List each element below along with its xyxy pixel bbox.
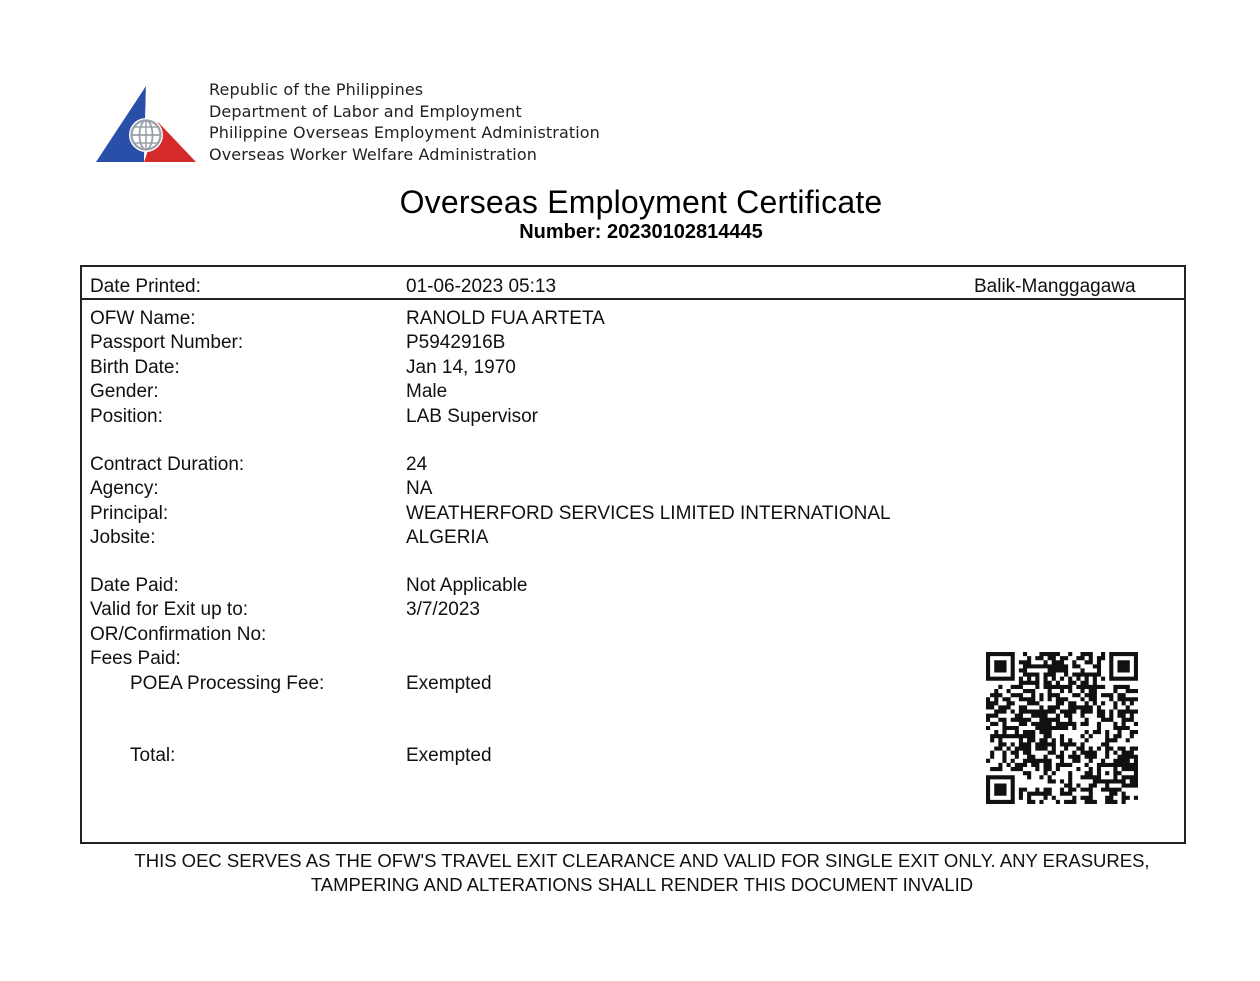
agency-line-poea: Philippine Overseas Employment Administration xyxy=(209,123,600,142)
passport-label: Passport Number: xyxy=(90,332,244,353)
dole-logo-icon xyxy=(96,84,198,166)
agency-header xyxy=(209,79,600,165)
total-label: Total: xyxy=(130,745,176,766)
principal-label: Principal: xyxy=(90,503,169,524)
date-printed-label: Date Printed: xyxy=(90,276,201,297)
valid-exit-label: Valid for Exit up to: xyxy=(90,599,249,620)
certificate-number: Number: 20230102814445 xyxy=(519,221,763,243)
fees-paid-label: Fees Paid: xyxy=(90,648,181,669)
poea-fee-value: Exempted xyxy=(406,673,492,694)
ofw-name-label: OFW Name: xyxy=(90,308,196,329)
agency-label: Agency: xyxy=(90,478,159,499)
gender-label: Gender: xyxy=(90,381,159,402)
jobsite-label: Jobsite: xyxy=(90,527,156,548)
date-printed-value: 01-06-2023 05:13 xyxy=(406,276,557,297)
position-value: LAB Supervisor xyxy=(406,406,539,427)
qr-code-icon xyxy=(986,652,1138,804)
birth-date-label: Birth Date: xyxy=(90,357,180,378)
certificate-box xyxy=(80,265,1186,844)
principal-value: WEATHERFORD SERVICES LIMITED INTERNATIONAL xyxy=(406,503,891,524)
date-paid-value: Not Applicable xyxy=(406,575,528,596)
notice-line-2: TAMPERING AND ALTERATIONS SHALL RENDER THIS DOCUMENT INVALID xyxy=(310,874,974,895)
agency-value: NA xyxy=(406,478,433,499)
ofw-name-value: RANOLD FUA ARTETA xyxy=(406,308,605,329)
valid-exit-value: 3/7/2023 xyxy=(406,599,480,620)
agency-line-dole: Department of Labor and Employment xyxy=(209,101,522,121)
or-confirmation-label: OR/Confirmation No: xyxy=(90,624,267,645)
poea-fee-label: POEA Processing Fee: xyxy=(130,673,325,694)
agency-line-owwa: Overseas Worker Welfare Administration xyxy=(209,144,537,164)
contract-duration-label: Contract Duration: xyxy=(90,454,245,475)
position-label: Position: xyxy=(90,406,163,427)
contract-duration-value: 24 xyxy=(406,454,428,475)
validity-notice xyxy=(80,849,1204,897)
total-value: Exempted xyxy=(406,745,492,766)
birth-date-value: Jan 14, 1970 xyxy=(406,357,516,378)
notice-line-1: THIS OEC SERVES AS THE OFW'S TRAVEL EXIT CLEARANCE AND VALID FOR SINGLE EXIT ONLY. ANY ERASURES, xyxy=(134,850,1150,871)
date-printed-row xyxy=(82,267,1184,300)
gender-value: Male xyxy=(406,381,448,402)
passport-value: P5942916B xyxy=(406,332,506,353)
jobsite-value: ALGERIA xyxy=(406,527,489,548)
agency-line-republic: Republic of the Philippines xyxy=(209,80,424,99)
program-type: Balik-Manggagawa xyxy=(974,276,1136,297)
document-title: Overseas Employment Certificate xyxy=(399,184,883,220)
date-paid-label: Date Paid: xyxy=(90,575,179,596)
